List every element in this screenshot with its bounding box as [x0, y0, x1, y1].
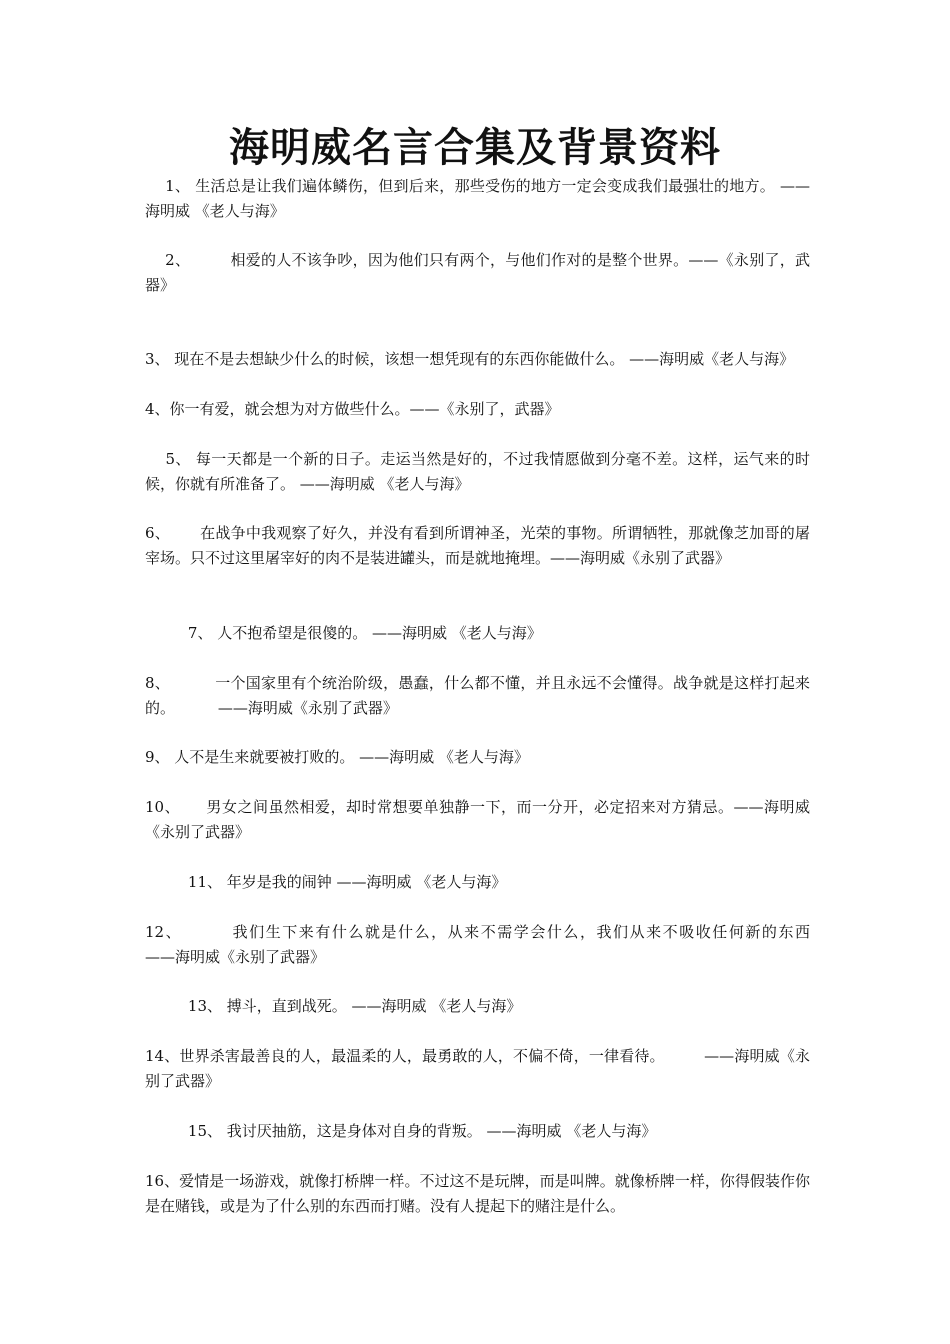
quote-10: 10、 男女之间虽然相爱，却时常想要单独静一下，而一分开，必定招来对方猜忌。——海明威《永别了武器》 — [145, 798, 810, 841]
quote-12: 12、 我们生下来有什么就是什么，从来不需学会什么，我们从来不吸收任何新的东西 ——海明威《永别了武器》 — [145, 923, 853, 966]
quote-16: 16、爱情是一场游戏，就像打桥牌一样。不过这不是玩牌，而是叫牌。就像桥牌一样，你得假装作你是在赌钱，或是为了什么别的东西而打赌。没有人提起下的赌注是什么。 — [145, 1172, 810, 1215]
quote-6: 6、 在战争中我观察了好久，并没有看到所谓神圣，光荣的事物。所谓牺牲，那就像芝加哥的屠宰场。只不过这里屠宰好的肉不是装进罐头，而是就地掩埋。——海明威《永别了武器》 — [145, 524, 810, 567]
quote-13: 13、 搏斗，直到战死。 ——海明威 《老人与海》 — [145, 997, 522, 1015]
quote-9: 9、 人不是生来就要被打败的。 ——海明威 《老人与海》 — [145, 748, 529, 766]
quote-7: 7、 人不抱希望是很傻的。 ——海明威 《老人与海》 — [145, 624, 542, 642]
quote-8: 8、 一个国家里有个统治阶级，愚蠢，什么都不懂，并且永远不会懂得。战争就是这样打起来的。 ——海明威《永别了武器》 — [145, 674, 810, 717]
quote-2: 2、 相爱的人不该争吵，因为他们只有两个，与他们作对的是整个世界。——《永别了，武器》 — [145, 251, 810, 294]
quote-3: 3、 现在不是去想缺少什么的时候，该想一想凭现有的东西你能做什么。 ——海明威《老人与海》 — [145, 325, 795, 368]
document-title: 海明威名言合集及背景资料 — [229, 124, 721, 171]
quote-5: 5、 每一天都是一个新的日子。走运当然是好的，不过我情愿做到分毫不差。这样，运气来的时候，你就有所准备了。 ——海明威 《老人与海》 — [145, 450, 810, 493]
quote-1: 1、 生活总是让我们遍体鳞伤，但到后来，那些受伤的地方一定会变成我们最强壮的地方。 ——海明威 《老人与海》 — [145, 177, 810, 220]
quote-4: 4、你一有爱，就会想为对方做些什么。——《永别了，武器》 — [145, 400, 560, 418]
quote-15: 15、 我讨厌抽筋，这是身体对自身的背叛。 ——海明威 《老人与海》 — [145, 1122, 657, 1140]
quote-14: 14、世界杀害最善良的人，最温柔的人，最勇敢的人，不偏不倚，一律看待。 ——海明威《永别了武器》 — [145, 1047, 810, 1090]
quote-11: 11、 年岁是我的闹钟 ——海明威 《老人与海》 — [145, 873, 507, 891]
